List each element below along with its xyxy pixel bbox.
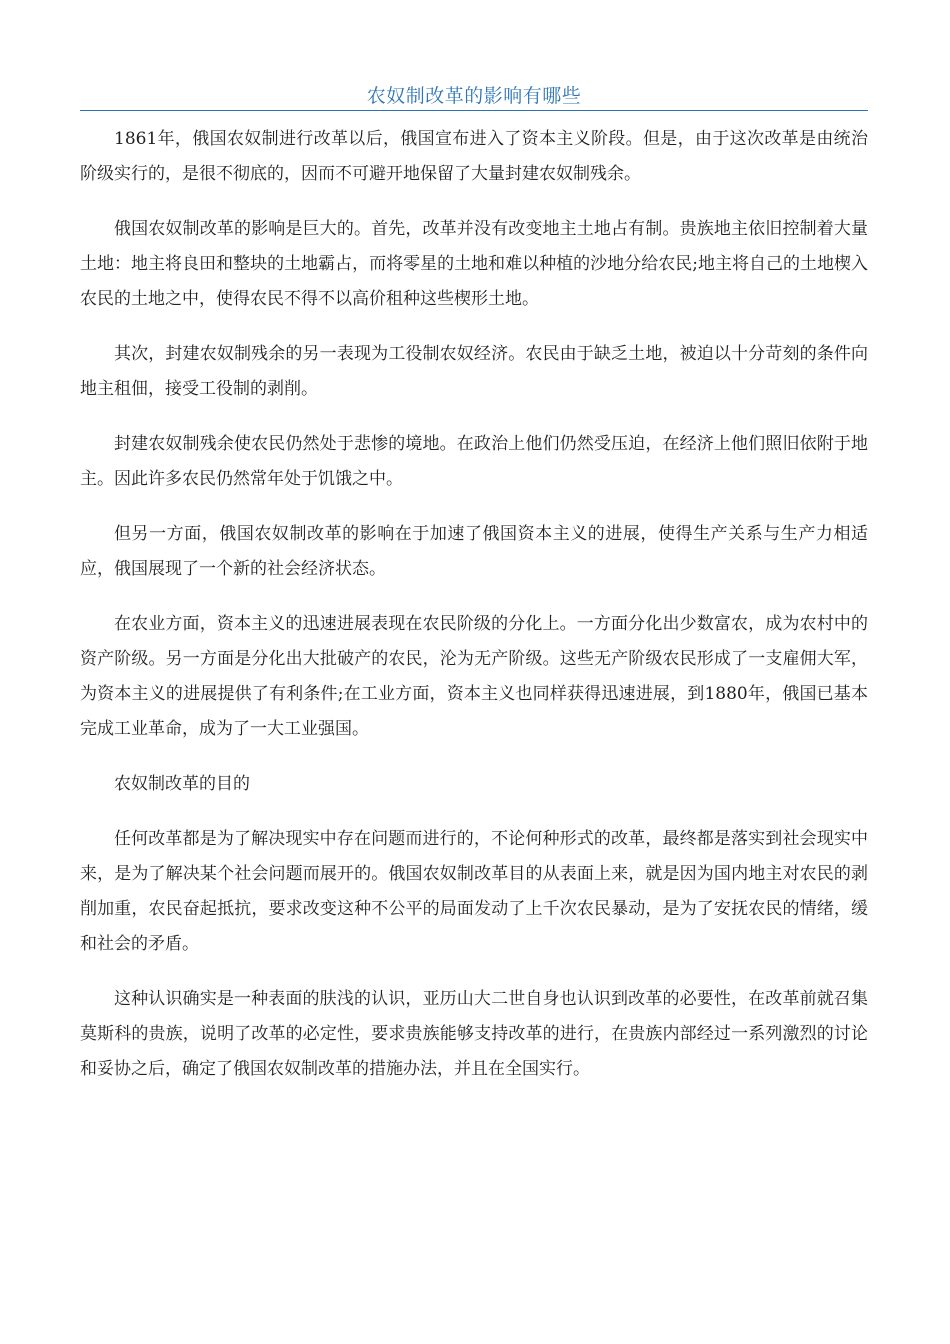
paragraph-2: 俄国农奴制改革的影响是巨大的。首先，改革并没有改变地主土地占有制。贵族地主依旧控制着大量土地：地主将良田和整块的土地霸占，而将零星的土地和难以种植的沙地分给农民;地主将自己的土地楔入农民的土地之中，使得农民不得不以高价租种这些楔形土地。: [80, 219, 868, 309]
paragraph-6: 在农业方面，资本主义的迅速进展表现在农民阶级的分化上。一方面分化出少数富农，成为农村中的资产阶级。另一方面是分化出大批破产的农民，沦为无产阶级。这些无产阶级农民形成了一支雇佣大军，为资本主义的进展提供了有利条件;在工业方面，资本主义也同样获得迅速进展，到1880年，俄国已基本完成工业革命，成为了一大工业强国。: [80, 614, 868, 739]
document-body: [80, 122, 868, 1107]
paragraph-4: 封建农奴制残余使农民仍然处于悲惨的境地。在政治上他们仍然受压迫，在经济上他们照旧依附于地主。因此许多农民仍然常年处于饥饿之中。: [80, 434, 868, 489]
paragraph-7: 任何改革都是为了解决现实中存在问题而进行的，不论何种形式的改革，最终都是落实到社会现实中来，是为了解决某个社会问题而展开的。俄国农奴制改革目的从表面上来，就是因为国内地主对农民的剥削加重，农民奋起抵抗，要求改变这种不公平的局面发动了上千次农民暴动，是为了安抚农民的情绪，缓和社会的矛盾。: [80, 829, 868, 954]
document-title: 农奴制改革的影响有哪些: [366, 85, 582, 107]
paragraph-3: 其次，封建农奴制残余的另一表现为工役制农奴经济。农民由于缺乏土地，被迫以十分苛刻的条件向地主租佃，接受工役制的剥削。: [80, 344, 868, 399]
section-heading: 农奴制改革的目的: [114, 774, 250, 794]
paragraph-1: 1861年，俄国农奴制进行改革以后，俄国宣布进入了资本主义阶段。但是，由于这次改革是由统治阶级实行的，是很不彻底的，因而不可避开地保留了大量封建农奴制残余。: [80, 129, 868, 184]
paragraph-5: 但另一方面，俄国农奴制改革的影响在于加速了俄国资本主义的进展，使得生产关系与生产力相适应，俄国展现了一个新的社会经济状态。: [80, 524, 868, 579]
paragraph-8: 这种认识确实是一种表面的肤浅的认识，亚历山大二世自身也认识到改革的必要性，在改革前就召集莫斯科的贵族，说明了改革的必定性，要求贵族能够支持改革的进行，在贵族内部经过一系列激烈的讨论和妥协之后，确定了俄国农奴制改革的措施办法，并且在全国实行。: [80, 989, 868, 1079]
document-header: [80, 80, 868, 111]
